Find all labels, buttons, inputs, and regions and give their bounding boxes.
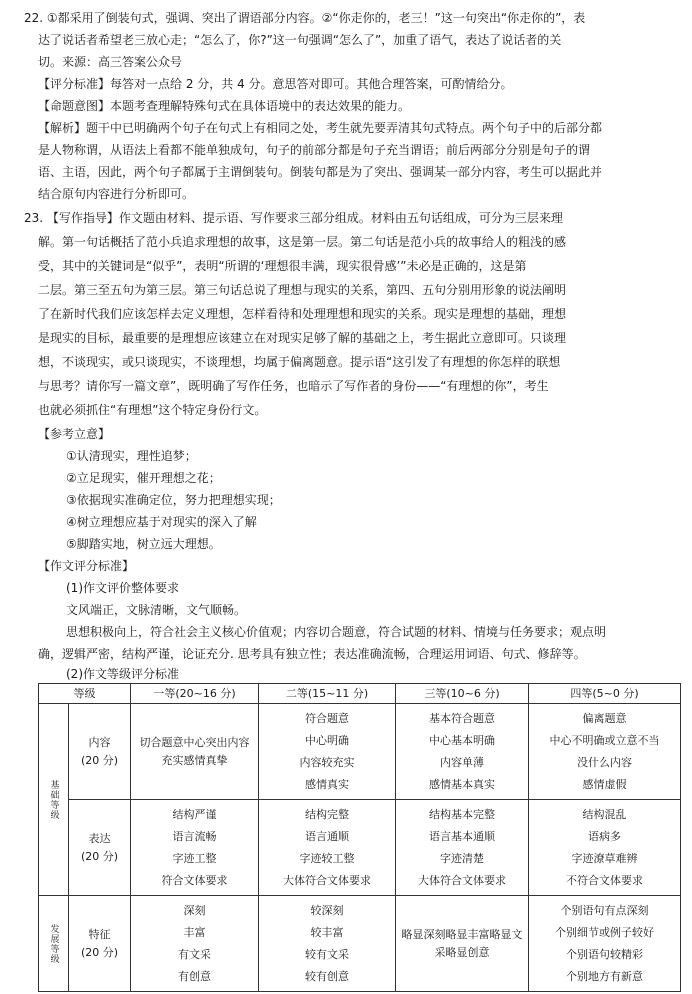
cell-first [131,896,259,992]
ref-item-1: ①认清现实，理性追梦； [66,449,197,463]
group-basic-label: 基础等级 [48,779,59,820]
cell-line: 偏离题意 [582,711,627,725]
ref-item-5: ⑤脚踏实地，树立远大理想。 [66,537,221,551]
row-name-cell [69,800,131,896]
cell-line: 切合题意中心突出内容 [139,735,250,749]
cell-line: 深刻 [183,903,206,917]
std1-line-3: 确，逻辑严密，结构严谨，论证充分. 思考具有独立性；表达准确流畅，合理运用词语、句式、修辞等。 [38,647,586,661]
q22-analysis-2: 是人物称谓，从语法上看都不能单独成句，句子的前部分都是句子充当谓语；前后两部分分别是句子的谓 [38,143,591,157]
table-header-row [39,684,681,704]
group-basic [39,704,69,896]
q22-intent: 【命题意图】本题考查理解特殊句式在具体语境中的表达效果的能力。 [38,99,411,113]
cell-fourth [529,704,681,800]
row-score: (20 分) [80,753,119,767]
cell-second [259,800,396,896]
cell-line: 有文采 [178,947,211,961]
q23-line-2: 解。第一句话概括了范小兵追求理想的故事，这是第一层。第二句话是范小兵的故事给人的粗浅的感 [38,235,567,249]
cell-fourth [529,800,681,896]
q23-line-6: 是现实的目标，最重要的是理想应该建立在对现实足够了解的基础之上，考生据此立意即可。只谈理 [38,331,567,345]
q23-line-5: 了在新时代我们应该怎样去定义理想，怎样看待和处理理想和现实的关系。现实是理想的基础，理想 [38,307,567,321]
cell-line: 丰富 [183,925,206,939]
cell-line: 中心明确 [305,733,349,747]
cell-line: 大体符合文体要求 [418,873,506,887]
q22-analysis-1: 【解析】题干中已明确两个句子在句式上有相同之处，考生就先要弄清其句式特点。两个句子中的后部分都 [38,121,603,135]
q22-line-1: 22. ①都采用了倒装句式，强调、突出了谓语部分内容。②“你走你的，老三！”这一句突出“你走你的”，表 [24,11,586,25]
header-second: 二等(15~11 分) [259,684,396,704]
cell-line: 个别地方有新意 [566,969,643,983]
cell-line: 个别语句较精彩 [566,947,643,961]
cell-line: 没什么内容 [577,755,632,769]
cell-third [396,800,529,896]
std-heading: 【作文评分标准】 [38,559,135,573]
cell-second [259,704,396,800]
q23-line-4: 二层。第三至五句为第三层。第三句话总说了理想与现实的关系，第四、五句分别用形象的说法阐明 [38,283,567,297]
cell-line: 感情基本真实 [429,777,495,791]
cell-line: 中心不明确或立意不当 [549,733,660,747]
cell-line: 字迹清楚 [440,851,484,865]
std1-line-2: 思想积极向上，符合社会主义核心价值观；内容切合题意，符合试题的材料、情境与任务要求；观点明 [66,625,607,639]
cell-line: 个别语句有点深刻 [560,903,649,917]
row-name: 特征 [88,927,111,941]
cell-line: 个别细节或例子较好 [555,925,654,939]
row-name-cell [69,704,131,800]
q23-line-9: 也就必须抓住“有理想”这个特定身份行文。 [38,403,267,417]
cell-line: 充实感情真挚 [161,753,228,767]
std2-title: (2)作文等级评分标准 [66,667,179,681]
q22-line-3: 切。来源：高三答案公众号 [38,55,183,69]
cell-line: 大体符合文体要求 [283,873,371,887]
q23-line-1: 23. 【写作指导】作文题由材料、提示语、写作要求三部分组成。材料由五句话组成，可分为三层来理 [24,211,563,225]
table-row [39,800,681,896]
header-third: 三等(10~6 分) [396,684,529,704]
cell-line: 内容单薄 [440,755,484,769]
cell-line: 符合题意 [305,711,349,725]
cell-fourth [529,896,681,992]
cell-line: 字迹较工整 [299,851,355,865]
cell-line: 略显深刻略显丰富略显文 [401,927,523,941]
group-dev-label: 发展等级 [48,923,59,964]
ref-heading: 【参考立意】 [38,427,111,441]
row-score: (20 分) [80,945,119,959]
row-name: 表达 [88,831,111,845]
q23-line-3: 受，其中的关键词是“似乎”，表明“所谓的‘理想很丰满，现实很骨感’”未必是正确的，这是第 [38,259,527,273]
std1-title: (1)作文评价整体要求 [66,581,179,595]
cell-line: 不符合文体要求 [566,873,643,887]
q22-line-2: 达了说话者希望老三放心走；“怎么了，你?”这一句强调“怎么了”，加重了语气，表达了说话者的关 [38,33,562,47]
header-fourth: 四等(5~0 分) [529,684,681,704]
cell-line: 语言基本通顺 [429,829,495,843]
ref-item-2: ②立足现实，催开理想之花； [66,471,221,485]
cell-line: 结构严谨 [172,807,217,821]
cell-second [259,896,396,992]
cell-line: 语病多 [588,829,621,843]
grading-table [38,683,681,992]
row-score: (20 分) [80,849,119,863]
table-row [39,704,681,800]
cell-first [131,704,259,800]
cell-line: 较深刻 [310,903,344,917]
table-row [39,896,681,992]
cell-line: 感情真实 [305,777,349,791]
cell-line: 较有创意 [305,969,349,983]
cell-line: 较有文采 [305,947,349,961]
cell-line: 字迹工整 [172,851,217,865]
cell-line: 语言通顺 [305,829,349,843]
cell-line: 结构基本完整 [429,807,495,821]
q22-scoring: 【评分标准】每答对一点给 2 分，共 4 分。意思答对即可。其他合理答案，可酌情给分。 [38,77,513,91]
cell-line: 结构完整 [305,807,349,821]
cell-first [131,800,259,896]
cell-third [396,896,529,992]
cell-line: 较丰富 [310,925,344,939]
header-first: 一等(20~16 分) [131,684,259,704]
cell-line: 字迹潦草难辨 [571,851,638,865]
row-name: 内容 [88,735,111,749]
cell-line: 感情虚假 [582,777,627,791]
q23-line-7: 想，不谈现实，或只谈现实，不谈理想，均属于偏离题意。提示语“这引发了有理想的你怎样的联想 [38,355,561,369]
cell-line: 结构混乱 [582,807,627,821]
cell-line: 中心基本明确 [429,733,495,747]
ref-item-4: ④树立理想应基于对现实的深入了解 [66,515,257,529]
std1-line-1: 文风端正，文脉清晰，文气顺畅。 [66,603,247,617]
cell-line: 采略显创意 [434,945,490,959]
header-grade: 等级 [39,684,131,704]
cell-line: 内容较充实 [299,755,355,769]
q22-analysis-3: 语、主语，因此，两个句子都属于主谓倒装句。倒装句都是为了突出、强调某一部分内容，考生可以据此并 [38,165,603,179]
cell-line: 有创意 [178,969,211,983]
q22-analysis-4: 结合原句内容进行分析即可。 [38,187,195,201]
q23-line-8: 与思考？请你写一篇文章”，既明确了写作任务，也暗示了写作者的身份——“有理想的你”，考生 [38,379,549,393]
cell-third [396,704,529,800]
row-name-cell [69,896,131,992]
cell-line: 符合文体要求 [161,873,228,887]
cell-line: 语言流畅 [172,829,217,843]
cell-line: 基本符合题意 [429,711,495,725]
ref-item-3: ③依据现实准确定位，努力把理想实现； [66,493,281,507]
group-dev [39,896,69,992]
